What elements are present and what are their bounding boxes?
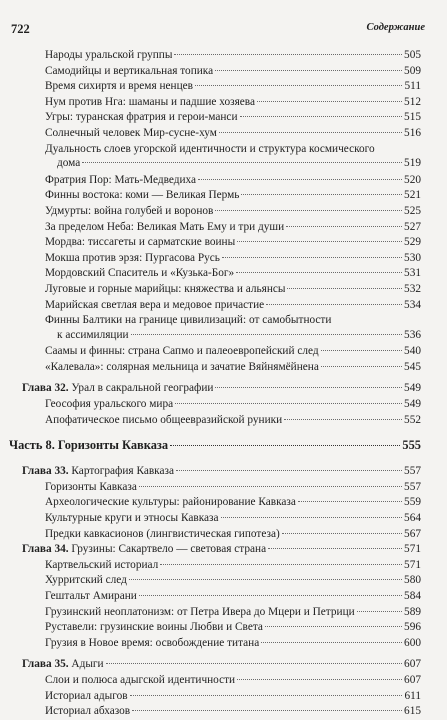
toc-entry xyxy=(0,220,447,236)
toc-title-text: Картография Кавказа xyxy=(71,465,174,478)
toc-title-text: Геософия уральского мира xyxy=(45,398,174,411)
toc-page-number: 521 xyxy=(404,189,421,202)
toc-entry-title xyxy=(22,542,266,557)
toc-row xyxy=(45,704,421,719)
toc-row xyxy=(22,464,421,479)
toc-row xyxy=(45,511,421,526)
toc-part xyxy=(0,438,447,458)
dot-leader xyxy=(236,272,402,273)
toc-entry xyxy=(0,95,447,111)
toc-entry xyxy=(0,527,447,543)
toc-page-number: 540 xyxy=(404,345,421,358)
dot-leader xyxy=(139,486,402,487)
toc-row xyxy=(45,79,421,94)
toc-entry-title xyxy=(45,480,137,495)
toc-entry-title xyxy=(57,156,80,171)
toc-entry-title xyxy=(45,589,137,604)
toc-title-text: Часть 8. Горизонты Кавказа xyxy=(9,438,169,453)
toc-entry xyxy=(0,313,447,344)
toc-row xyxy=(45,495,421,510)
toc-row xyxy=(45,360,421,375)
toc-page-number: 557 xyxy=(404,465,421,478)
toc-entry-title xyxy=(45,48,172,63)
toc-page-number: 557 xyxy=(404,480,421,493)
dot-leader xyxy=(268,548,402,549)
toc-title-text: Археологические культуры: районирование Кавказа xyxy=(45,496,296,509)
dot-leader xyxy=(215,387,402,388)
toc-title-text: Финны востока: коми — Великая Пермь xyxy=(45,189,240,202)
toc-title-text: Культурные круги и этносы Кавказа xyxy=(45,512,219,525)
toc-page-number: 530 xyxy=(404,251,421,264)
toc-entry-title xyxy=(9,438,168,453)
toc-page-number: 559 xyxy=(404,496,421,509)
toc-entry xyxy=(0,558,447,574)
toc-row xyxy=(45,204,421,219)
toc-entry xyxy=(0,495,447,511)
dot-leader xyxy=(160,564,402,565)
toc-entry xyxy=(0,344,447,360)
toc-entry-title xyxy=(45,344,319,359)
toc-entry-title-line1: Дуальность слоев угорской идентичности и структура космического xyxy=(45,142,375,155)
toc-title-text: «Калевала»: солярная мельница и зачатие Вяйнямёйнена xyxy=(45,360,319,373)
toc-row xyxy=(45,251,421,266)
toc-title-text: Солнечный человек Мир-сусне-хум xyxy=(45,126,217,139)
chapter-label: Глава 32. xyxy=(22,382,69,395)
toc-entry xyxy=(0,251,447,267)
chapter-label: Глава 35. xyxy=(22,658,69,671)
dot-leader xyxy=(237,241,402,242)
toc-title-text: Картвельский историал xyxy=(45,558,159,571)
toc-page-number: 571 xyxy=(404,543,421,556)
toc-entry-title xyxy=(22,657,104,672)
toc-row xyxy=(45,298,421,313)
toc-entry xyxy=(0,360,447,376)
toc-entry-title xyxy=(57,328,129,343)
spacer xyxy=(0,428,447,436)
toc-page-number: 600 xyxy=(404,636,421,649)
toc-page-number: 615 xyxy=(404,705,421,718)
toc-title-text: дома xyxy=(57,157,81,170)
toc-entry xyxy=(0,704,447,720)
toc-title-text: Историал адыгов xyxy=(45,689,128,702)
toc-title-text: Адыги xyxy=(71,658,104,671)
toc-title-text: Руставели: грузинские воины Любви и Света xyxy=(45,621,263,634)
dot-leader xyxy=(129,579,402,580)
toc-page-number: 555 xyxy=(402,438,421,453)
toc-entry xyxy=(0,511,447,527)
dot-leader xyxy=(237,679,402,680)
toc-page-number: 549 xyxy=(404,382,421,395)
toc-entry-title xyxy=(45,527,280,542)
toc-row xyxy=(9,438,421,453)
toc-entry xyxy=(0,573,447,589)
toc-row xyxy=(45,64,421,79)
toc-entry-title xyxy=(45,79,193,94)
toc-title-text: Мокша против эрзя: Пургасова Русь xyxy=(45,251,220,264)
toc-page-number: 520 xyxy=(404,173,421,186)
chapter-label: Глава 33. xyxy=(22,465,69,478)
toc-entry-title xyxy=(45,173,196,188)
toc-entry xyxy=(0,79,447,95)
toc-title-text: Слои и полюса адыгской идентичности xyxy=(45,673,236,686)
dot-leader xyxy=(286,226,402,227)
toc-entry-title xyxy=(45,188,239,203)
toc-entry xyxy=(0,589,447,605)
toc-chapter xyxy=(0,464,447,480)
toc-page-number: 509 xyxy=(404,64,421,77)
toc-entry xyxy=(0,413,447,429)
toc-entry-title xyxy=(45,360,319,375)
dot-leader xyxy=(240,116,403,117)
toc-title-text: к ассимиляции xyxy=(57,328,129,341)
chapter-label: Глава 34. xyxy=(22,543,69,556)
toc-page-number: 589 xyxy=(404,605,421,618)
dot-leader xyxy=(261,642,402,643)
toc-page-number: 571 xyxy=(404,558,421,571)
toc-page-number: 512 xyxy=(404,95,421,108)
toc-entry xyxy=(0,235,447,251)
toc-page-number: 545 xyxy=(404,360,421,373)
toc-row xyxy=(45,344,421,359)
toc-title-text: Хурритский след xyxy=(45,574,127,587)
toc-title-text: Угры: туранская фратрия и герои-манси xyxy=(45,111,238,124)
page-header xyxy=(0,20,447,42)
toc-page-number: 536 xyxy=(404,328,421,341)
toc-entry-title xyxy=(22,381,213,396)
toc-title-text: Горизонты Кавказа xyxy=(45,480,137,493)
toc-entry xyxy=(0,282,447,298)
toc-row xyxy=(45,689,421,704)
dot-leader xyxy=(175,403,402,404)
toc-title-text: Мордовский Спаситель и «Кузька-Бог» xyxy=(45,267,235,280)
table-of-contents xyxy=(0,48,447,720)
toc-title-text: Народы уральской группы xyxy=(45,49,173,61)
dot-leader xyxy=(266,304,402,305)
toc-page-number: 525 xyxy=(404,204,421,217)
toc-page-number: 580 xyxy=(404,574,421,587)
toc-entry-title xyxy=(22,464,174,479)
toc-row xyxy=(22,657,421,672)
toc-page-number: 584 xyxy=(404,590,421,602)
toc-entry-title xyxy=(45,673,235,688)
toc-entry xyxy=(0,673,447,689)
toc-entry xyxy=(0,173,447,189)
toc-page-number: 505 xyxy=(404,49,421,61)
toc-row xyxy=(22,381,421,396)
toc-entry xyxy=(0,110,447,126)
toc-page-number: 552 xyxy=(404,413,421,426)
toc-row xyxy=(45,397,421,412)
toc-entry-title xyxy=(45,110,238,125)
toc-row xyxy=(45,95,421,110)
toc-entry-title xyxy=(45,620,263,635)
toc-entry xyxy=(0,204,447,220)
toc-row xyxy=(45,636,421,651)
toc-entry-title xyxy=(45,636,259,651)
dot-leader xyxy=(287,288,402,289)
toc-page-number: 519 xyxy=(404,157,421,170)
toc-row xyxy=(45,156,421,171)
toc-entry-title xyxy=(45,413,282,428)
dot-leader xyxy=(241,194,402,195)
toc-title-text: Мордва: тиссагеты и сарматские воины xyxy=(45,236,236,249)
toc-entry xyxy=(0,620,447,636)
toc-entry-title xyxy=(45,251,220,266)
toc-title-text: Нум против Нга: шаманы и падшие хозяева xyxy=(45,95,255,108)
toc-page-number: 529 xyxy=(404,236,421,249)
dot-leader xyxy=(131,334,402,335)
toc-row xyxy=(45,673,421,688)
toc-page-number: 527 xyxy=(404,220,421,233)
toc-entry xyxy=(0,266,447,282)
toc-title-text: Марийская светлая вера и медовое причастие xyxy=(45,298,265,311)
dot-leader xyxy=(219,132,402,133)
toc-page-number: 607 xyxy=(404,673,421,686)
toc-entry-title xyxy=(45,266,234,281)
toc-row xyxy=(45,589,421,604)
toc-title-text: Историал абхазов xyxy=(45,705,131,718)
toc-row xyxy=(45,620,421,635)
toc-entry-title xyxy=(45,220,284,235)
toc-row xyxy=(45,413,421,428)
toc-entry-title xyxy=(45,511,219,526)
dot-leader xyxy=(106,663,402,664)
dot-leader xyxy=(139,595,402,596)
toc-page-number: 564 xyxy=(404,512,421,525)
toc-entry xyxy=(0,188,447,204)
dot-leader xyxy=(298,501,402,502)
toc-page-number: 531 xyxy=(404,267,421,280)
dot-leader xyxy=(176,470,402,471)
dot-leader xyxy=(265,626,402,627)
toc-entry-title xyxy=(45,704,130,719)
toc-entry-title xyxy=(45,95,255,110)
toc-entry xyxy=(0,397,447,413)
toc-row xyxy=(45,282,421,297)
toc-title-text: Удмурты: война голубей и воронов xyxy=(45,204,214,217)
dot-leader xyxy=(198,179,402,180)
running-head: Содержание xyxy=(366,22,425,33)
toc-entry xyxy=(0,64,447,80)
toc-title-text: Саамы и финны: страна Сапмо и палеоевропейский след xyxy=(45,345,319,358)
toc-row xyxy=(45,126,421,141)
dot-leader xyxy=(357,611,402,612)
toc-entry xyxy=(0,689,447,705)
toc-row xyxy=(22,542,421,557)
toc-entry xyxy=(0,298,447,314)
toc-entry-title xyxy=(45,204,213,219)
toc-page-number: 567 xyxy=(404,527,421,540)
toc-chapter xyxy=(0,657,447,673)
toc-row xyxy=(45,110,421,125)
toc-page-number: 549 xyxy=(404,398,421,411)
toc-entry xyxy=(0,636,447,652)
toc-title-text: Грузинский неоплатонизм: от Петра Ивера до Мцери и Петрици xyxy=(45,605,355,618)
dot-leader xyxy=(174,54,402,55)
toc-page-number: 515 xyxy=(404,111,421,124)
toc-row xyxy=(45,266,421,281)
toc-title-text: Урал в сакральной географии xyxy=(71,382,214,395)
toc-row xyxy=(45,48,421,63)
toc-row xyxy=(45,558,421,573)
dot-leader xyxy=(282,533,402,534)
toc-row xyxy=(45,573,421,588)
dot-leader xyxy=(130,695,403,696)
toc-title-text: Гештальт Амирани xyxy=(45,590,137,602)
dot-leader xyxy=(321,350,402,351)
toc-row xyxy=(45,220,421,235)
dot-leader xyxy=(82,162,402,163)
toc-entry-title xyxy=(45,495,296,510)
toc-entry-title xyxy=(45,558,158,573)
toc-page-number: 532 xyxy=(404,282,421,295)
dot-leader xyxy=(195,85,403,86)
toc-row xyxy=(45,188,421,203)
toc-row xyxy=(45,328,421,343)
toc-page-number: 611 xyxy=(404,689,421,702)
toc-row xyxy=(45,605,421,620)
dot-leader xyxy=(284,419,402,420)
dot-leader xyxy=(321,366,402,367)
toc-title-text: Грузины: Сакартвело — световая страна xyxy=(71,543,267,556)
toc-page-number: 534 xyxy=(404,298,421,311)
toc-entry xyxy=(0,126,447,142)
toc-title-text: За пределом Неба: Великая Мать Ему и три души xyxy=(45,220,285,233)
toc-entry-title xyxy=(45,573,127,588)
toc-entry-title-line1: Финны Балтики на границе цивилизаций: от самобытности xyxy=(45,314,332,327)
toc-page-number: 607 xyxy=(404,658,421,671)
toc-title-text: Самодийцы и вертикальная топика xyxy=(45,64,214,77)
toc-entry-title xyxy=(45,64,213,79)
toc-title-text: Луговые и горные марийцы: княжества и альянсы xyxy=(45,282,286,295)
toc-row xyxy=(45,235,421,250)
toc-entry-title xyxy=(45,235,235,250)
toc-title-text: Предки кавкасионов (лингвистическая гипотеза) xyxy=(45,527,280,540)
page-number: 722 xyxy=(11,22,30,36)
toc-page-number: 516 xyxy=(404,126,421,139)
dot-leader xyxy=(215,70,402,71)
toc-title-text: Апофатическое письмо общеевразийской руники xyxy=(45,413,283,426)
toc-page-number: 596 xyxy=(404,621,421,634)
toc-entry xyxy=(0,48,447,64)
toc-entry xyxy=(0,142,447,173)
toc-row xyxy=(45,173,421,188)
toc-entry-title xyxy=(45,298,264,313)
toc-title-text: Фратрия Пор: Мать-Медведиха xyxy=(45,173,197,186)
toc-entry xyxy=(0,480,447,496)
toc-entry xyxy=(0,605,447,621)
dot-leader xyxy=(221,517,403,518)
toc-entry-title xyxy=(45,689,128,704)
toc-chapter xyxy=(0,542,447,558)
dot-leader xyxy=(215,210,402,211)
toc-title-text: Время сихиртя и время ненцев xyxy=(45,80,193,93)
dot-leader xyxy=(132,710,402,711)
toc-entry-title xyxy=(45,282,285,297)
toc-title-text: Грузия в Новое время: освобождение титана xyxy=(45,636,260,649)
toc-chapter xyxy=(0,381,447,397)
toc-entry-title xyxy=(45,397,173,412)
dot-leader xyxy=(170,445,400,446)
dot-leader xyxy=(257,101,402,102)
toc-page-number: 511 xyxy=(404,80,421,93)
toc-entry-title xyxy=(45,126,217,141)
dot-leader xyxy=(222,257,402,258)
toc-row xyxy=(45,527,421,542)
toc-entry-title xyxy=(45,605,355,620)
toc-row xyxy=(45,480,421,495)
